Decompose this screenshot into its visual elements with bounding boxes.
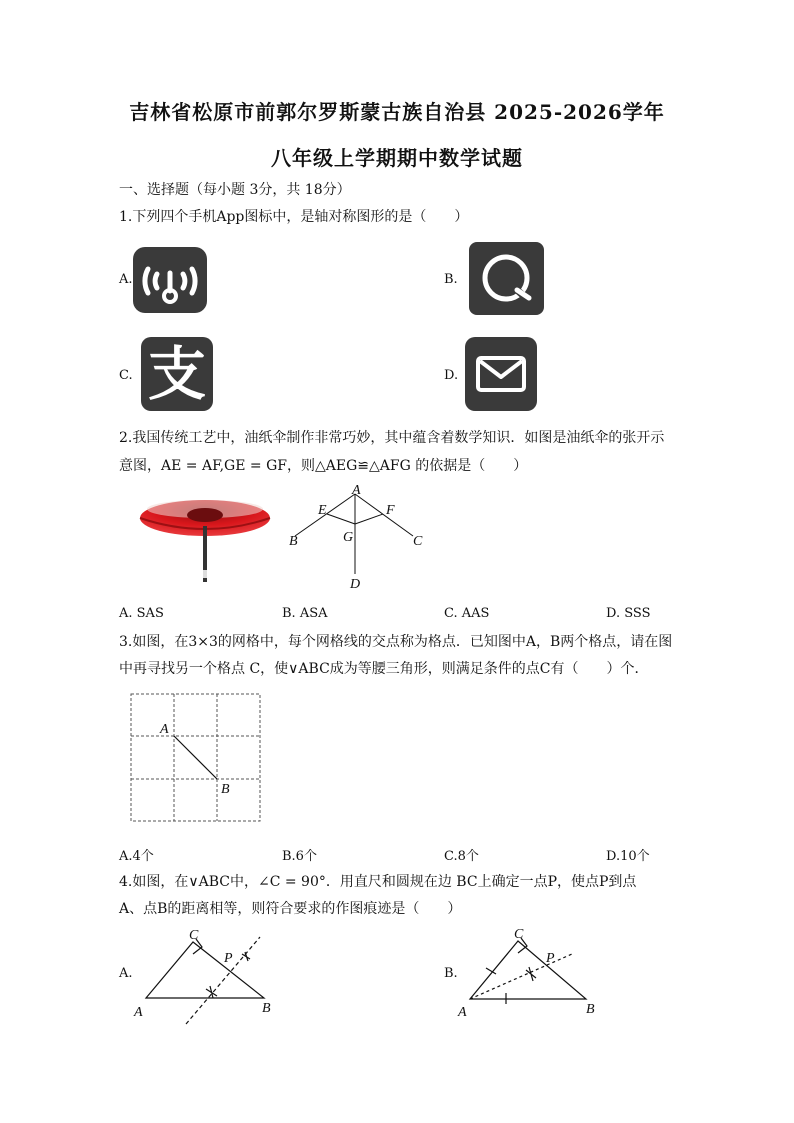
fig-a-point-b: B — [262, 1001, 271, 1016]
fig-a-point-c: C — [189, 928, 199, 943]
q1-option-b-label: B. — [444, 272, 458, 287]
q2-stem-line2: 意图，AE = AF,GE = GF，则△AEG≌△AFG 的依据是（ ） — [119, 458, 528, 474]
q2-option-d: D. SSS — [606, 606, 651, 621]
q3-option-c: C.8个 — [444, 849, 479, 864]
q1-option-d-label: D. — [444, 368, 459, 383]
q1-stem: 1.下列四个手机App图标中，是轴对称图形的是（ ） — [119, 209, 469, 225]
point-e-label: E — [318, 503, 327, 518]
fig-b-point-a: A — [458, 1005, 467, 1020]
alipay-zhi-icon — [141, 337, 213, 411]
q3-stem-line2: 中再寻找另一个格点 C，使∨ABC成为等腰三角形，则满足条件的点C有（ ）个． — [119, 661, 649, 677]
q2-geometry-figure — [285, 484, 435, 594]
q1-option-c-label: C. — [119, 368, 133, 383]
point-c-label: C — [413, 534, 423, 549]
q3-option-d: D.10个 — [606, 849, 650, 864]
point-b-label: B — [289, 534, 298, 549]
page-title-line1: 吉林省松原市前郭尔罗斯蒙古族自治县 2025-2026学年 — [129, 100, 665, 124]
q4-stem-line2: A、点B的距离相等，则符合要求的作图痕迹是（ ） — [119, 901, 462, 917]
page-title-line2: 八年级上学期期中数学试题 — [271, 146, 523, 170]
q2-option-c: C. AAS — [444, 606, 490, 621]
q4-figure-b — [456, 924, 606, 1024]
point-g-label: G — [343, 530, 354, 545]
q3-stem-line1: 3.如图，在3×3的网格中，每个网格线的交点称为格点．已知图中A，B两个格点，请在图 — [119, 634, 673, 650]
alipay-zhi-glyph: 支 — [147, 340, 206, 408]
fig-b-point-b: B — [586, 1002, 595, 1017]
q4-option-b-label: B. — [444, 966, 458, 981]
q3-option-b: B.6个 — [282, 849, 317, 864]
q2-stem-line1: 2.我国传统工艺中，油纸伞制作非常巧妙，其中蕴含着数学知识．如图是油纸伞的张开示 — [119, 430, 665, 446]
point-d-label: D — [350, 577, 361, 592]
fig-a-point-a: A — [134, 1005, 143, 1020]
q3-option-a: A.4个 — [119, 849, 154, 864]
oil-paper-umbrella-image — [139, 496, 271, 586]
point-f-label: F — [386, 503, 395, 518]
q3-grid-figure — [130, 693, 262, 823]
q2-option-b: B. ASA — [282, 606, 328, 621]
mail-icon — [465, 337, 537, 411]
q4-figure-a — [130, 924, 280, 1028]
fig-a-point-p: P — [224, 951, 233, 966]
q4-stem-line1: 4.如图，在∨ABC中，∠C = 90°．用直尺和圆规在边 BC上确定一点P，使点P到点 — [119, 874, 637, 890]
q1-option-a-label: A. — [119, 272, 133, 287]
q4-option-a-label: A. — [119, 966, 133, 981]
section-heading: 一、选择题（每小题 3分，共 18分） — [119, 182, 351, 198]
point-a-label: A — [352, 483, 361, 498]
grid-point-b-label: B — [221, 782, 230, 797]
q-icon — [469, 242, 544, 315]
tencent-wifi-icon — [133, 247, 207, 313]
fig-b-point-p: P — [546, 951, 555, 966]
grid-point-a-label: A — [160, 722, 169, 737]
q2-option-a: A. SAS — [119, 606, 164, 621]
fig-b-point-c: C — [514, 927, 524, 942]
